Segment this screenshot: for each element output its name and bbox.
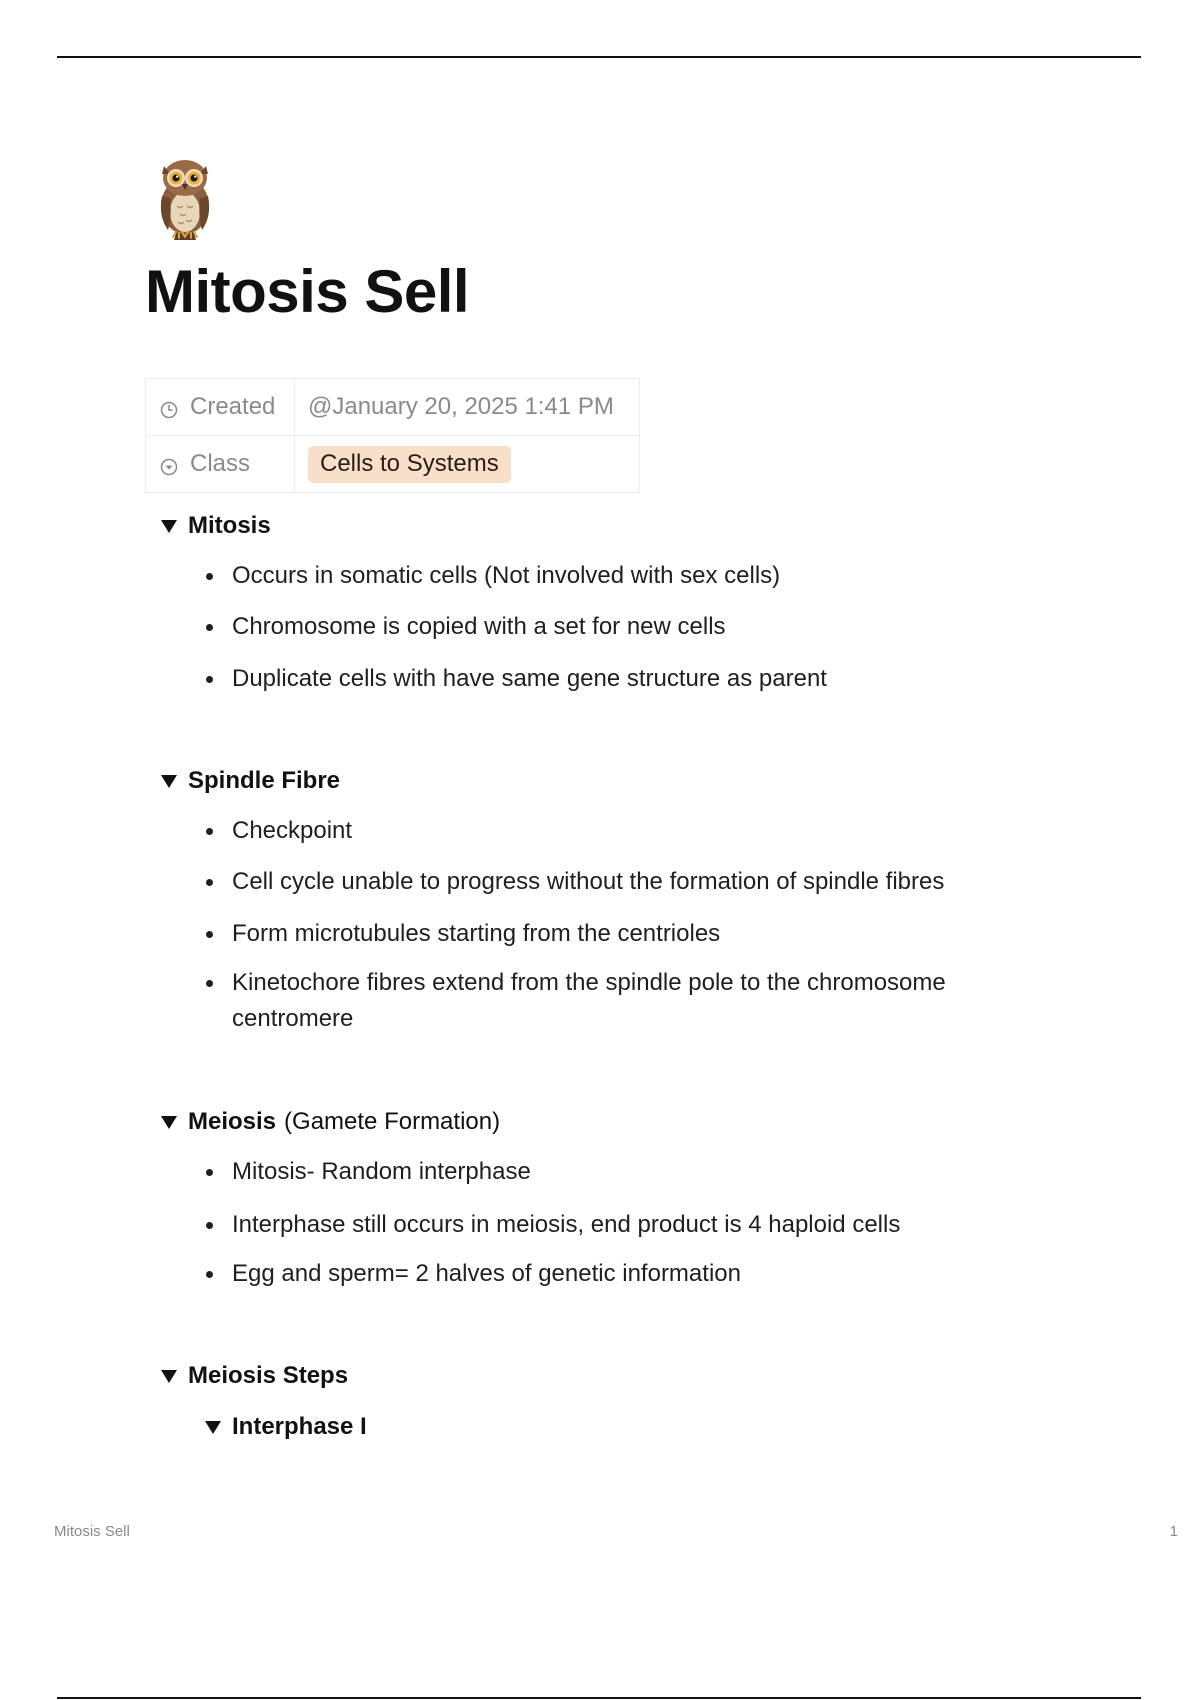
toggle-heading: Interphase I [232, 1413, 367, 1440]
triangle-down-icon[interactable] [160, 1368, 178, 1384]
list-item: Chromosome is copied with a set for new cells [160, 609, 1060, 645]
property-key: Created [190, 393, 276, 420]
toggle-mitosis [160, 510, 1060, 697]
triangle-down-icon[interactable] [160, 518, 178, 534]
property-key: Class [190, 450, 251, 477]
list-item: Cell cycle unable to progress without the formation of spindle fibres [160, 864, 1060, 900]
toggle-heading[interactable]: Meiosis Steps [160, 1360, 1060, 1392]
toggle-spindle-fibre [160, 765, 1060, 1037]
list-item: Interphase still occurs in meiosis, end product is 4 haploid cells [160, 1207, 1060, 1243]
bullet-icon [206, 931, 213, 938]
toggle-interphase-1[interactable] [204, 1411, 367, 1443]
bullet-icon [206, 879, 213, 886]
bullet-icon [206, 573, 213, 580]
clock-icon [160, 401, 178, 419]
owl-icon [150, 156, 220, 242]
toggle-heading[interactable]: Meiosis (Gamete Formation) [160, 1106, 1060, 1138]
created-date: @January 20, 2025 1:41 PM [308, 393, 614, 420]
bullet-list [160, 1154, 1060, 1292]
bottom-rule [57, 1697, 1141, 1699]
bullet-icon [206, 1222, 213, 1229]
page-title: Mitosis Sell [145, 258, 470, 325]
list-item: Kinetochore fibres extend from the spindle pole to the chromosome centromere [160, 965, 1042, 1037]
list-item: Egg and sperm= 2 halves of genetic information [160, 1256, 1060, 1292]
property-row-created [146, 379, 640, 436]
properties-table [145, 378, 640, 493]
bullet-list [160, 558, 1060, 697]
property-row-class [146, 436, 640, 493]
created-value-cell[interactable] [295, 379, 640, 436]
select-icon [160, 458, 178, 476]
toggle-heading[interactable]: Mitosis [160, 510, 1060, 542]
toggle-heading[interactable]: Spindle Fibre [160, 765, 1060, 797]
bullet-icon [206, 624, 213, 631]
list-item: Duplicate cells with have same gene structure as parent [160, 661, 1060, 697]
bullet-icon [206, 676, 213, 683]
class-tag[interactable]: Cells to Systems [308, 446, 511, 483]
footer-page-number: 1 [1169, 1523, 1178, 1540]
class-value-cell[interactable] [295, 436, 640, 493]
bullet-icon [206, 1169, 213, 1176]
triangle-down-icon[interactable] [160, 1114, 178, 1130]
list-item: Checkpoint [160, 813, 1060, 849]
bullet-icon [206, 828, 213, 835]
list-item: Occurs in somatic cells (Not involved with sex cells) [160, 558, 1060, 594]
bullet-icon [206, 1271, 213, 1278]
list-item: Mitosis- Random interphase [160, 1154, 1060, 1190]
toggle-meiosis [160, 1106, 1060, 1292]
toggle-meiosis-steps [160, 1360, 1060, 1392]
bullet-list [160, 813, 1060, 1037]
triangle-down-icon[interactable] [204, 1419, 222, 1435]
list-item: Form microtubules starting from the centrioles [160, 916, 1060, 952]
top-rule [57, 56, 1141, 58]
triangle-down-icon[interactable] [160, 773, 178, 789]
bullet-icon [206, 980, 213, 987]
footer-doc-name: Mitosis Sell [54, 1523, 130, 1540]
